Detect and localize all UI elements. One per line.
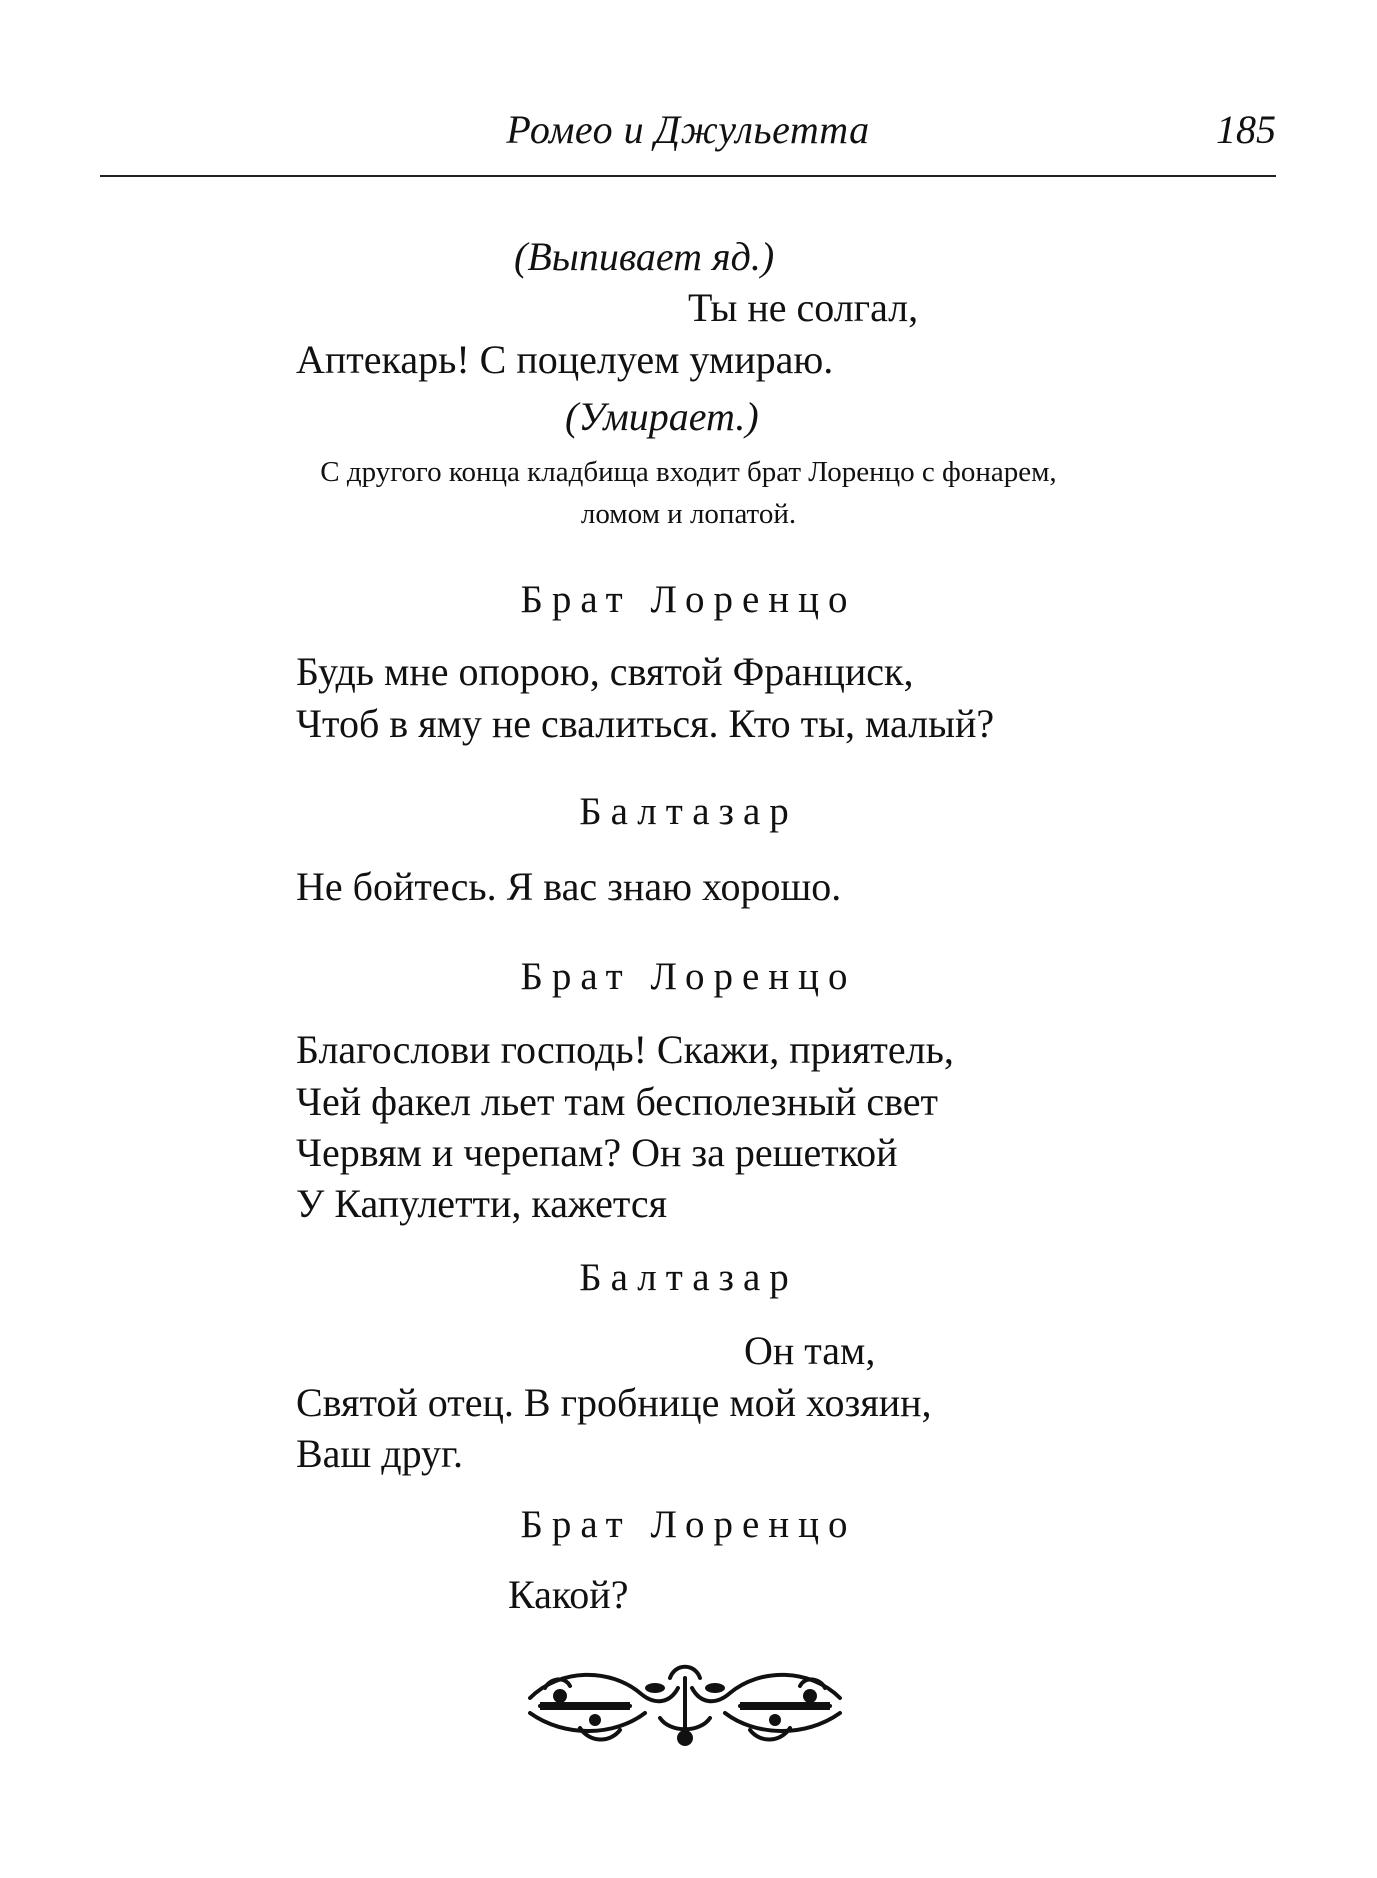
verse-line: Ты не солгал, <box>688 285 919 330</box>
verse-line: Ваш друг. <box>296 1431 463 1476</box>
running-title: Ромео и Джульетта <box>506 107 870 152</box>
stage-direction-dies: (Умирает.) <box>565 394 759 439</box>
verse-line: У Капулетти, кажется <box>296 1181 667 1226</box>
verse-line: Будь мне опорою, святой Франциск, <box>296 649 914 694</box>
stage-direction-enter: С другого конца кладбища входит брат Лоренцо с фонарем, <box>320 456 1057 488</box>
speaker-name: Брат Лоренцо <box>520 578 857 621</box>
verse-line: Червям и черепам? Он за решеткой <box>296 1130 898 1175</box>
speaker-name: Балтазар <box>579 790 798 833</box>
speaker-name: Балтазар <box>579 1256 798 1299</box>
verse-line: Аптекарь! С поцелуем умираю. <box>296 337 834 382</box>
page-number: 185 <box>1216 107 1276 152</box>
stage-direction-enter-cont: ломом и лопатой. <box>580 498 797 530</box>
verse-line: Благослови господь! Скажи, приятель, <box>296 1027 954 1072</box>
verse-line: Святой отец. В гробнице мой хозяин, <box>296 1380 932 1425</box>
verse-line: Чтоб в яму не свалиться. Кто ты, малый? <box>296 701 995 746</box>
verse-line: Не бойтесь. Я вас знаю хорошо. <box>296 864 842 909</box>
speaker-name: Брат Лоренцо <box>520 1503 857 1546</box>
verse-line: Какой? <box>508 1572 629 1617</box>
verse-line: Он там, <box>744 1328 876 1373</box>
verse-line: Чей факел льет там бесполезный свет <box>296 1079 938 1124</box>
stage-direction-drinks: (Выпивает яд.) <box>514 234 775 279</box>
floral-vignette-icon <box>520 1658 850 1753</box>
page-header <box>100 98 1276 178</box>
speaker-name: Брат Лоренцо <box>520 955 857 998</box>
floral-vignette-icon <box>520 1658 850 1758</box>
header-rule <box>100 175 1276 177</box>
